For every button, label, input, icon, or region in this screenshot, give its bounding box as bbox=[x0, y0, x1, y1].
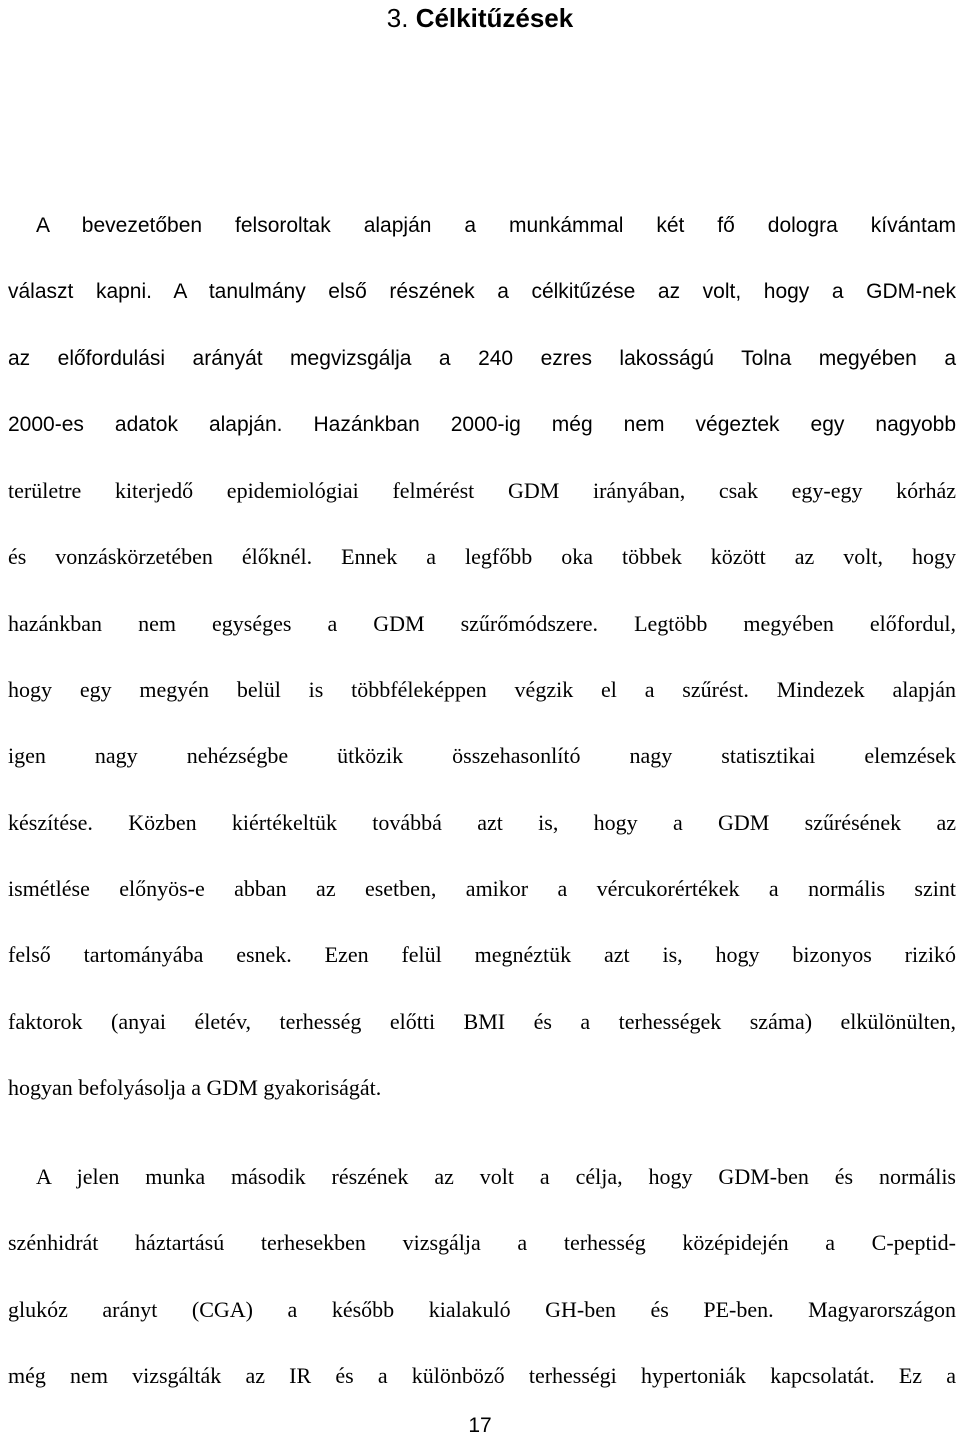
paragraph-line: faktorok (anyai életév, terhesség előtti BMI és a terhességek száma) elkülönülten, bbox=[8, 1008, 956, 1034]
paragraph-line: hazánkban nem egységes a GDM szűrőmódszere. Legtöbb megyében előfordul, bbox=[8, 610, 956, 636]
paragraph-line: szénhidrát háztartású terhesekben vizsgálja a terhesség középidején a C-peptid- bbox=[8, 1230, 956, 1256]
paragraph-line: még nem vizsgálták az IR és a különböző terhességi hypertoniák kapcsolatát. Ez a bbox=[8, 1362, 956, 1388]
paragraph-goals-second-part bbox=[8, 1144, 956, 1409]
paragraph-line: glukóz arányt (CGA) a később kialakuló GH-ben és PE-ben. Magyarországon bbox=[8, 1296, 956, 1322]
paragraph-line: az előfordulási arányát megvizsgálja a 240 ezres lakosságú Tolna megyében a bbox=[8, 346, 956, 370]
section-heading bbox=[0, 2, 960, 34]
paragraph-line: A jelen munka második részének az volt a célja, hogy GDM-ben és normális bbox=[36, 1164, 956, 1189]
paragraph-line: igen nagy nehézségbe ütközik összehasonlító nagy statisztikai elemzések bbox=[8, 743, 956, 769]
paragraph-line: A bevezetőben felsoroltak alapján a munkámmal két fő dologra kívántam bbox=[36, 214, 956, 237]
paragraph-line: választ kapni. A tanulmány első részének a célkitűzése az volt, hogy a GDM-nek bbox=[8, 280, 956, 304]
section-title: Célkitűzések bbox=[415, 3, 574, 33]
paragraph-line: 2000-es adatok alapján. Hazánkban 2000-ig még nem végeztek egy nagyobb bbox=[8, 412, 956, 436]
paragraph-line: hogy egy megyén belül is többféleképpen végzik el a szűrést. Mindezek alapján bbox=[8, 677, 956, 703]
paragraph-line: és vonzáskörzetében élőknél. Ennek a legfőbb oka többek között az volt, hogy bbox=[8, 544, 956, 570]
paragraph-line: készítése. Közben kiértékeltük továbbá azt is, hogy a GDM szűrésének az bbox=[8, 809, 956, 835]
paragraph-line: területre kiterjedő epidemiológiai felmérést GDM irányában, csak egy-egy kórház bbox=[8, 478, 956, 504]
paragraph-line: ismétlése előnyös-e abban az esetben, amikor a vércukorértékek a normális szint bbox=[8, 875, 956, 901]
page-number: 17 bbox=[468, 1414, 492, 1437]
paragraph-line: felső tartományába esnek. Ezen felül megnéztük azt is, hogy bizonyos rizikó bbox=[8, 942, 956, 968]
paragraph-goals-first-part bbox=[8, 193, 956, 1121]
section-number: 3. bbox=[386, 3, 409, 33]
paragraph-line: hogyan befolyásolja a GDM gyakoriságát. bbox=[8, 1074, 382, 1100]
